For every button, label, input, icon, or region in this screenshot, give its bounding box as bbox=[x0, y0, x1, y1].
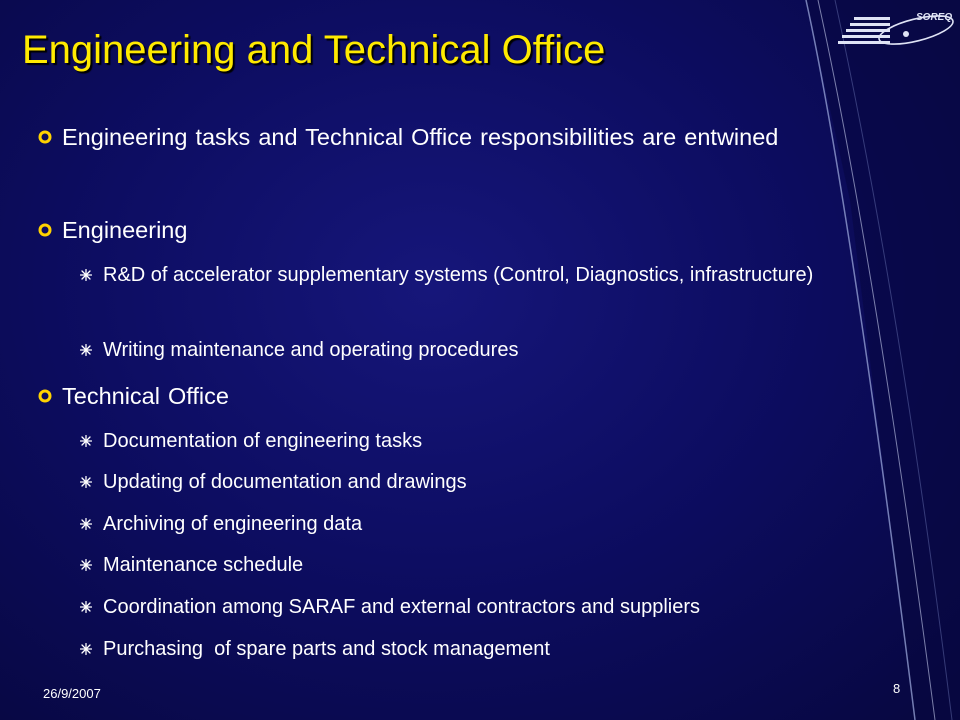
bullet-entwined bbox=[38, 118, 898, 156]
sub-bullet-coordination bbox=[80, 590, 895, 624]
sub-bullet-maintenance bbox=[80, 548, 895, 582]
bullet-icon bbox=[38, 130, 52, 144]
sub-bullet-procedures bbox=[80, 333, 895, 367]
sub-bullet-text: Coordination among SARAF and external contractors and suppliers bbox=[103, 596, 700, 618]
footer-date: 26/9/2007 bbox=[43, 686, 101, 701]
sub-bullet-documentation bbox=[80, 424, 895, 458]
sub-bullet-rnd bbox=[80, 258, 895, 292]
bullet-engineering bbox=[38, 211, 898, 249]
bullet-icon bbox=[38, 389, 52, 403]
sub-bullet-text: Archiving of engineering data bbox=[103, 513, 363, 535]
asterisk-bullet-icon bbox=[80, 601, 92, 613]
bullet-text: Technical Office bbox=[62, 383, 229, 409]
sub-bullet-text: Writing maintenance and operating procedures bbox=[103, 339, 519, 361]
bullet-text: Engineering tasks and Technical Office responsibilities are entwined bbox=[62, 124, 779, 150]
sub-bullet-text: R&D of accelerator supplementary systems (Control, Diagnostics, infrastructure) bbox=[103, 264, 814, 286]
asterisk-bullet-icon bbox=[80, 344, 92, 356]
bullet-technical-office bbox=[38, 377, 898, 415]
asterisk-bullet-icon bbox=[80, 559, 92, 571]
asterisk-bullet-icon bbox=[80, 643, 92, 655]
sub-bullet-updating bbox=[80, 465, 895, 499]
sub-bullet-text: Maintenance schedule bbox=[103, 554, 304, 576]
asterisk-bullet-icon bbox=[80, 435, 92, 447]
sub-bullet-archiving bbox=[80, 507, 895, 541]
slide-title: Engineering and Technical Office bbox=[22, 28, 606, 72]
bullet-icon bbox=[38, 223, 52, 237]
asterisk-bullet-icon bbox=[80, 518, 92, 530]
asterisk-bullet-icon bbox=[80, 476, 92, 488]
sub-bullet-text: Documentation of engineering tasks bbox=[103, 430, 423, 452]
page-number: 8 bbox=[893, 681, 901, 696]
sub-bullet-text: Updating of documentation and drawings bbox=[103, 471, 467, 493]
sub-bullet-purchasing bbox=[80, 632, 895, 666]
bullet-text: Engineering bbox=[62, 217, 188, 243]
svg-text:SOREQ: SOREQ bbox=[916, 12, 953, 23]
asterisk-bullet-icon bbox=[80, 269, 92, 281]
sub-bullet-text: Purchasing of spare parts and stock management bbox=[103, 638, 550, 660]
